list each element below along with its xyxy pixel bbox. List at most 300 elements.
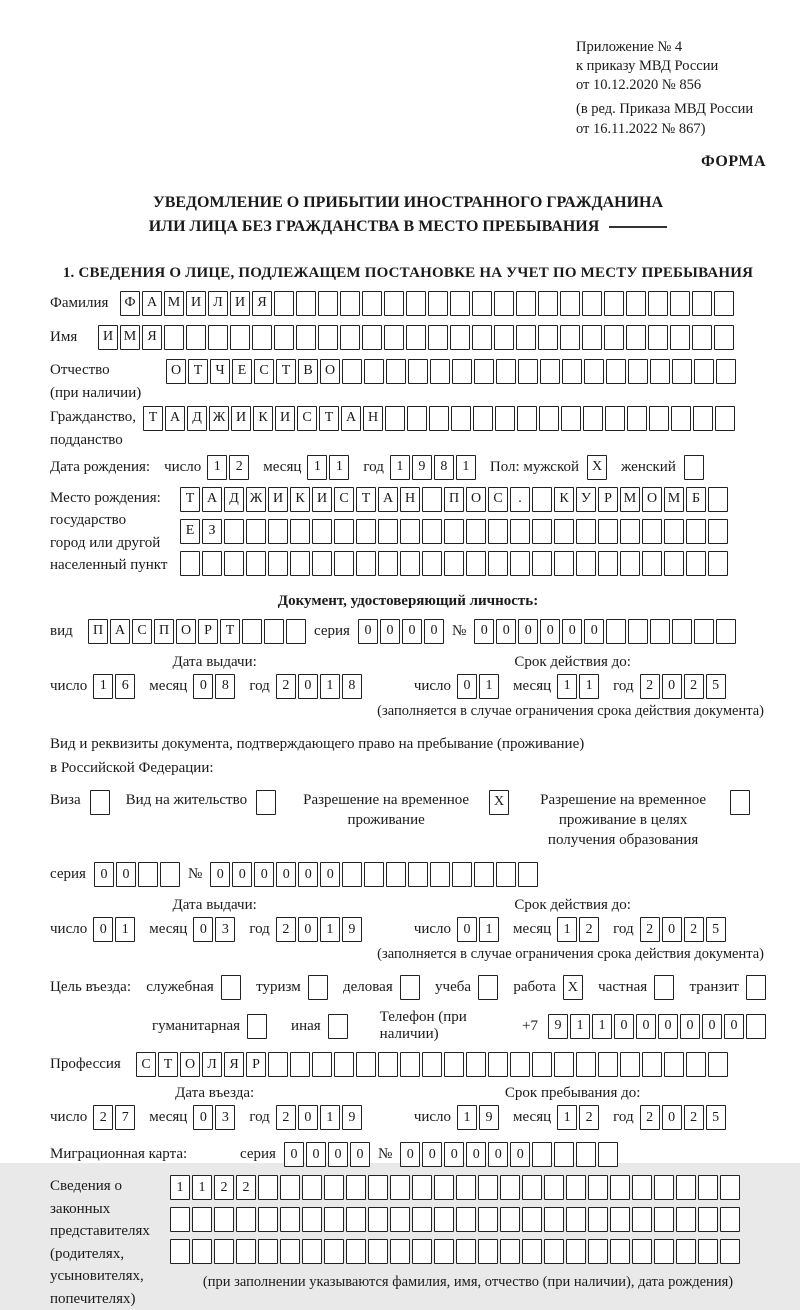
char-cell[interactable]	[422, 519, 442, 544]
char-cell[interactable]	[434, 1207, 454, 1232]
char-cell[interactable]	[274, 291, 294, 316]
char-cell[interactable]	[516, 291, 536, 316]
char-cell[interactable]	[494, 291, 514, 316]
char-cell[interactable]: 1	[320, 674, 340, 699]
char-cell[interactable]: Т	[220, 619, 240, 644]
char-cell[interactable]	[532, 519, 552, 544]
char-cell[interactable]	[280, 1207, 300, 1232]
char-cell[interactable]	[544, 1175, 564, 1200]
char-cell[interactable]	[670, 291, 690, 316]
char-cell[interactable]: М	[664, 487, 684, 512]
char-cell[interactable]	[686, 551, 706, 576]
char-cell[interactable]	[676, 1175, 696, 1200]
char-cell[interactable]	[554, 519, 574, 544]
char-cell[interactable]	[412, 1175, 432, 1200]
char-cell[interactable]	[302, 1239, 322, 1264]
char-cell[interactable]: И	[231, 406, 251, 431]
char-cell[interactable]	[264, 619, 284, 644]
char-cell[interactable]: 1	[307, 455, 327, 480]
char-cell[interactable]: П	[88, 619, 108, 644]
char-cell[interactable]	[649, 406, 669, 431]
char-cell[interactable]: М	[620, 487, 640, 512]
char-cell[interactable]	[648, 291, 668, 316]
char-cell[interactable]	[456, 1175, 476, 1200]
char-cell[interactable]: 0	[724, 1014, 744, 1039]
char-cell[interactable]: 0	[116, 862, 136, 887]
char-cell[interactable]	[247, 1014, 267, 1039]
char-cell[interactable]: 0	[402, 619, 422, 644]
char-cell[interactable]	[268, 519, 288, 544]
char-cell[interactable]	[642, 1052, 662, 1077]
char-cell[interactable]	[539, 406, 559, 431]
char-cell[interactable]	[626, 325, 646, 350]
char-cell[interactable]	[684, 455, 704, 480]
char-cell[interactable]: 1	[557, 674, 577, 699]
char-cell[interactable]	[318, 291, 338, 316]
char-cell[interactable]	[407, 406, 427, 431]
char-cell[interactable]	[368, 1239, 388, 1264]
char-cell[interactable]	[422, 1052, 442, 1077]
char-cell[interactable]	[444, 1052, 464, 1077]
char-cell[interactable]: А	[165, 406, 185, 431]
char-cell[interactable]: О	[642, 487, 662, 512]
char-cell[interactable]	[356, 1052, 376, 1077]
char-cell[interactable]	[429, 406, 449, 431]
char-cell[interactable]	[566, 1175, 586, 1200]
char-cell[interactable]: 2	[229, 455, 249, 480]
char-cell[interactable]	[598, 1052, 618, 1077]
char-cell[interactable]	[400, 975, 420, 1000]
char-cell[interactable]	[540, 359, 560, 384]
char-cell[interactable]: Я	[252, 291, 272, 316]
char-cell[interactable]	[472, 325, 492, 350]
char-cell[interactable]: 1	[557, 917, 577, 942]
char-cell[interactable]: М	[120, 325, 140, 350]
char-cell[interactable]: 2	[684, 674, 704, 699]
char-cell[interactable]: 2	[640, 1105, 660, 1130]
char-cell[interactable]	[138, 862, 158, 887]
char-cell[interactable]	[422, 551, 442, 576]
char-cell[interactable]	[286, 619, 306, 644]
char-cell[interactable]	[654, 975, 674, 1000]
char-cell[interactable]	[324, 1239, 344, 1264]
char-cell[interactable]: 0	[466, 1142, 486, 1167]
char-cell[interactable]: Н	[400, 487, 420, 512]
char-cell[interactable]	[246, 551, 266, 576]
char-cell[interactable]: 3	[215, 1105, 235, 1130]
char-cell[interactable]	[378, 551, 398, 576]
char-cell[interactable]	[186, 325, 206, 350]
char-cell[interactable]	[242, 619, 262, 644]
char-cell[interactable]	[532, 1142, 552, 1167]
char-cell[interactable]	[180, 551, 200, 576]
char-cell[interactable]	[566, 1239, 586, 1264]
char-cell[interactable]	[560, 325, 580, 350]
char-cell[interactable]	[676, 1207, 696, 1232]
char-cell[interactable]: 9	[412, 455, 432, 480]
char-cell[interactable]: 2	[276, 1105, 296, 1130]
char-cell[interactable]	[334, 551, 354, 576]
char-cell[interactable]: 5	[706, 917, 726, 942]
char-cell[interactable]	[532, 1052, 552, 1077]
char-cell[interactable]: 0	[510, 1142, 530, 1167]
char-cell[interactable]: С	[136, 1052, 156, 1077]
char-cell[interactable]	[192, 1207, 212, 1232]
char-cell[interactable]	[302, 1207, 322, 1232]
char-cell[interactable]	[544, 1239, 564, 1264]
char-cell[interactable]: Ж	[246, 487, 266, 512]
char-cell[interactable]	[698, 1175, 718, 1200]
char-cell[interactable]: К	[554, 487, 574, 512]
char-cell[interactable]	[488, 519, 508, 544]
char-cell[interactable]	[650, 359, 670, 384]
char-cell[interactable]: А	[378, 487, 398, 512]
char-cell[interactable]: Я	[142, 325, 162, 350]
char-cell[interactable]	[342, 862, 362, 887]
char-cell[interactable]	[714, 325, 734, 350]
char-cell[interactable]: Л	[202, 1052, 222, 1077]
char-cell[interactable]: 1	[207, 455, 227, 480]
char-cell[interactable]: 2	[236, 1175, 256, 1200]
char-cell[interactable]: Т	[356, 487, 376, 512]
char-cell[interactable]	[466, 1052, 486, 1077]
char-cell[interactable]	[280, 1175, 300, 1200]
char-cell[interactable]	[610, 1207, 630, 1232]
char-cell[interactable]	[582, 325, 602, 350]
char-cell[interactable]: Ч	[210, 359, 230, 384]
char-cell[interactable]	[538, 291, 558, 316]
char-cell[interactable]: О	[180, 1052, 200, 1077]
char-cell[interactable]: 1	[456, 455, 476, 480]
char-cell[interactable]: Ж	[209, 406, 229, 431]
char-cell[interactable]	[694, 619, 714, 644]
char-cell[interactable]: Ф	[120, 291, 140, 316]
char-cell[interactable]: С	[488, 487, 508, 512]
char-cell[interactable]	[500, 1239, 520, 1264]
char-cell[interactable]	[694, 359, 714, 384]
char-cell[interactable]	[496, 359, 516, 384]
char-cell[interactable]	[494, 325, 514, 350]
char-cell[interactable]	[324, 1207, 344, 1232]
char-cell[interactable]	[692, 325, 712, 350]
char-cell[interactable]: 1	[479, 917, 499, 942]
char-cell[interactable]	[160, 862, 180, 887]
char-cell[interactable]	[246, 519, 266, 544]
char-cell[interactable]	[308, 975, 328, 1000]
char-cell[interactable]	[654, 1175, 674, 1200]
char-cell[interactable]	[224, 519, 244, 544]
char-cell[interactable]	[730, 790, 750, 815]
char-cell[interactable]	[356, 551, 376, 576]
char-cell[interactable]	[208, 325, 228, 350]
char-cell[interactable]	[170, 1207, 190, 1232]
char-cell[interactable]	[554, 551, 574, 576]
char-cell[interactable]: Т	[319, 406, 339, 431]
char-cell[interactable]: 1	[115, 917, 135, 942]
char-cell[interactable]	[598, 519, 618, 544]
char-cell[interactable]	[720, 1175, 740, 1200]
char-cell[interactable]	[642, 519, 662, 544]
char-cell[interactable]	[576, 1052, 596, 1077]
char-cell[interactable]	[280, 1239, 300, 1264]
char-cell[interactable]	[554, 1052, 574, 1077]
char-cell[interactable]: 0	[320, 862, 340, 887]
char-cell[interactable]: Д	[224, 487, 244, 512]
char-cell[interactable]	[604, 325, 624, 350]
char-cell[interactable]	[384, 291, 404, 316]
char-cell[interactable]	[312, 519, 332, 544]
char-cell[interactable]	[715, 406, 735, 431]
char-cell[interactable]	[290, 551, 310, 576]
char-cell[interactable]	[340, 325, 360, 350]
char-cell[interactable]	[450, 325, 470, 350]
char-cell[interactable]	[654, 1207, 674, 1232]
char-cell[interactable]: К	[253, 406, 273, 431]
char-cell[interactable]: 9	[342, 917, 362, 942]
char-cell[interactable]	[346, 1207, 366, 1232]
char-cell[interactable]	[478, 975, 498, 1000]
char-cell[interactable]	[642, 551, 662, 576]
char-cell[interactable]: 1	[390, 455, 410, 480]
char-cell[interactable]	[606, 359, 626, 384]
char-cell[interactable]	[236, 1207, 256, 1232]
char-cell[interactable]	[390, 1239, 410, 1264]
char-cell[interactable]: 0	[658, 1014, 678, 1039]
char-cell[interactable]: О	[466, 487, 486, 512]
char-cell[interactable]	[378, 1052, 398, 1077]
char-cell[interactable]: 0	[614, 1014, 634, 1039]
char-cell[interactable]	[538, 325, 558, 350]
char-cell[interactable]	[296, 325, 316, 350]
char-cell[interactable]	[428, 325, 448, 350]
char-cell[interactable]	[451, 406, 471, 431]
char-cell[interactable]	[588, 1175, 608, 1200]
char-cell[interactable]: 0	[328, 1142, 348, 1167]
char-cell[interactable]	[296, 291, 316, 316]
char-cell[interactable]: 8	[215, 674, 235, 699]
char-cell[interactable]: 0	[298, 917, 318, 942]
char-cell[interactable]	[693, 406, 713, 431]
char-cell[interactable]: 0	[350, 1142, 370, 1167]
char-cell[interactable]: П	[444, 487, 464, 512]
char-cell[interactable]: Р	[198, 619, 218, 644]
char-cell[interactable]: З	[202, 519, 222, 544]
char-cell[interactable]	[478, 1207, 498, 1232]
char-cell[interactable]	[627, 406, 647, 431]
char-cell[interactable]	[400, 519, 420, 544]
char-cell[interactable]	[444, 519, 464, 544]
char-cell[interactable]: 6	[115, 674, 135, 699]
char-cell[interactable]	[290, 519, 310, 544]
char-cell[interactable]: Б	[686, 487, 706, 512]
char-cell[interactable]	[676, 1239, 696, 1264]
char-cell[interactable]: А	[110, 619, 130, 644]
char-cell[interactable]	[90, 790, 110, 815]
char-cell[interactable]	[474, 862, 494, 887]
char-cell[interactable]: Т	[158, 1052, 178, 1077]
char-cell[interactable]	[428, 291, 448, 316]
char-cell[interactable]	[598, 1142, 618, 1167]
char-cell[interactable]	[252, 325, 272, 350]
char-cell[interactable]: И	[186, 291, 206, 316]
char-cell[interactable]	[610, 1239, 630, 1264]
char-cell[interactable]: В	[298, 359, 318, 384]
char-cell[interactable]	[576, 519, 596, 544]
char-cell[interactable]	[698, 1207, 718, 1232]
char-cell[interactable]	[620, 519, 640, 544]
char-cell[interactable]	[466, 551, 486, 576]
char-cell[interactable]: .	[510, 487, 530, 512]
char-cell[interactable]: 9	[548, 1014, 568, 1039]
char-cell[interactable]	[560, 291, 580, 316]
char-cell[interactable]: С	[334, 487, 354, 512]
char-cell[interactable]	[664, 519, 684, 544]
char-cell[interactable]	[628, 619, 648, 644]
char-cell[interactable]: 0	[298, 1105, 318, 1130]
char-cell[interactable]: 0	[496, 619, 516, 644]
char-cell[interactable]: 0	[400, 1142, 420, 1167]
char-cell[interactable]: 8	[342, 674, 362, 699]
char-cell[interactable]	[258, 1207, 278, 1232]
char-cell[interactable]	[400, 551, 420, 576]
char-cell[interactable]: X	[587, 455, 607, 480]
char-cell[interactable]: И	[275, 406, 295, 431]
char-cell[interactable]	[626, 291, 646, 316]
char-cell[interactable]: К	[290, 487, 310, 512]
char-cell[interactable]: 5	[706, 1105, 726, 1130]
char-cell[interactable]	[258, 1175, 278, 1200]
char-cell[interactable]	[356, 519, 376, 544]
char-cell[interactable]	[583, 406, 603, 431]
char-cell[interactable]	[364, 359, 384, 384]
char-cell[interactable]	[664, 1052, 684, 1077]
char-cell[interactable]: 2	[579, 917, 599, 942]
char-cell[interactable]	[390, 1175, 410, 1200]
char-cell[interactable]: 0	[488, 1142, 508, 1167]
char-cell[interactable]: Л	[208, 291, 228, 316]
char-cell[interactable]	[698, 1239, 718, 1264]
char-cell[interactable]: Т	[276, 359, 296, 384]
char-cell[interactable]: 8	[434, 455, 454, 480]
char-cell[interactable]	[430, 862, 450, 887]
char-cell[interactable]	[268, 1052, 288, 1077]
char-cell[interactable]	[378, 519, 398, 544]
char-cell[interactable]: О	[320, 359, 340, 384]
char-cell[interactable]: 0	[662, 674, 682, 699]
char-cell[interactable]: 0	[298, 862, 318, 887]
char-cell[interactable]: 0	[94, 862, 114, 887]
char-cell[interactable]	[434, 1239, 454, 1264]
char-cell[interactable]	[334, 519, 354, 544]
char-cell[interactable]: 9	[479, 1105, 499, 1130]
char-cell[interactable]: Е	[232, 359, 252, 384]
char-cell[interactable]	[466, 519, 486, 544]
char-cell[interactable]: 2	[276, 674, 296, 699]
char-cell[interactable]	[390, 1207, 410, 1232]
char-cell[interactable]	[648, 325, 668, 350]
char-cell[interactable]	[302, 1175, 322, 1200]
char-cell[interactable]	[164, 325, 184, 350]
char-cell[interactable]	[746, 975, 766, 1000]
char-cell[interactable]: 0	[93, 917, 113, 942]
char-cell[interactable]	[214, 1239, 234, 1264]
char-cell[interactable]	[746, 1014, 766, 1039]
char-cell[interactable]	[408, 359, 428, 384]
char-cell[interactable]	[544, 1207, 564, 1232]
char-cell[interactable]: 2	[214, 1175, 234, 1200]
char-cell[interactable]	[346, 1175, 366, 1200]
char-cell[interactable]: М	[164, 291, 184, 316]
char-cell[interactable]	[522, 1207, 542, 1232]
char-cell[interactable]	[510, 519, 530, 544]
char-cell[interactable]: С	[297, 406, 317, 431]
char-cell[interactable]	[328, 1014, 348, 1039]
char-cell[interactable]: 0	[457, 674, 477, 699]
char-cell[interactable]: Т	[180, 487, 200, 512]
char-cell[interactable]: Е	[180, 519, 200, 544]
char-cell[interactable]: О	[176, 619, 196, 644]
char-cell[interactable]	[510, 1052, 530, 1077]
char-cell[interactable]	[516, 325, 536, 350]
char-cell[interactable]: 3	[215, 917, 235, 942]
char-cell[interactable]	[654, 1239, 674, 1264]
char-cell[interactable]: X	[489, 790, 509, 815]
char-cell[interactable]: И	[268, 487, 288, 512]
char-cell[interactable]	[605, 406, 625, 431]
char-cell[interactable]: А	[202, 487, 222, 512]
char-cell[interactable]: П	[154, 619, 174, 644]
char-cell[interactable]: 2	[640, 917, 660, 942]
char-cell[interactable]	[532, 551, 552, 576]
char-cell[interactable]: 2	[579, 1105, 599, 1130]
char-cell[interactable]	[620, 551, 640, 576]
char-cell[interactable]: 0	[210, 862, 230, 887]
char-cell[interactable]	[221, 975, 241, 1000]
char-cell[interactable]: 1	[192, 1175, 212, 1200]
char-cell[interactable]: Н	[363, 406, 383, 431]
char-cell[interactable]	[720, 1207, 740, 1232]
char-cell[interactable]: X	[563, 975, 583, 1000]
char-cell[interactable]	[412, 1207, 432, 1232]
char-cell[interactable]	[456, 1207, 476, 1232]
char-cell[interactable]: 0	[540, 619, 560, 644]
char-cell[interactable]: И	[98, 325, 118, 350]
char-cell[interactable]	[258, 1239, 278, 1264]
char-cell[interactable]	[650, 619, 670, 644]
char-cell[interactable]	[472, 291, 492, 316]
char-cell[interactable]: 0	[518, 619, 538, 644]
char-cell[interactable]	[566, 1207, 586, 1232]
char-cell[interactable]: 2	[276, 917, 296, 942]
char-cell[interactable]: У	[576, 487, 596, 512]
char-cell[interactable]: 1	[557, 1105, 577, 1130]
char-cell[interactable]	[606, 619, 626, 644]
char-cell[interactable]	[588, 1207, 608, 1232]
char-cell[interactable]	[708, 1052, 728, 1077]
char-cell[interactable]	[478, 1175, 498, 1200]
char-cell[interactable]	[620, 1052, 640, 1077]
char-cell[interactable]	[268, 551, 288, 576]
char-cell[interactable]: 0	[193, 917, 213, 942]
char-cell[interactable]: 0	[298, 674, 318, 699]
char-cell[interactable]	[450, 291, 470, 316]
char-cell[interactable]	[192, 1239, 212, 1264]
char-cell[interactable]	[362, 325, 382, 350]
char-cell[interactable]	[598, 551, 618, 576]
char-cell[interactable]	[474, 359, 494, 384]
char-cell[interactable]: 0	[193, 674, 213, 699]
char-cell[interactable]	[406, 291, 426, 316]
